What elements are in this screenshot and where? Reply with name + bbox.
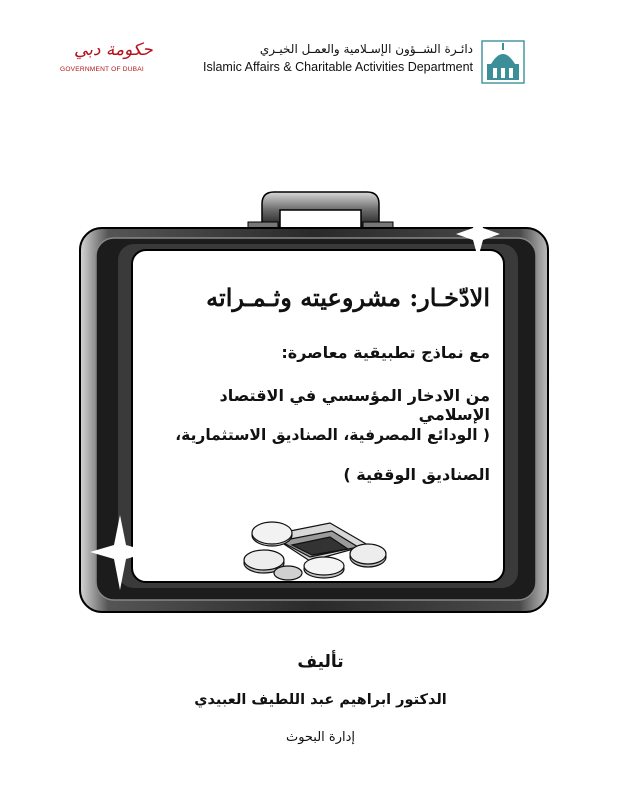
book-title: الادّخـار: مشروعيته وثـمـراته xyxy=(206,283,490,312)
book-subtitle: مع نماذج تطبيقية معاصرة: xyxy=(281,343,490,362)
book-subtitle-line: الصناديق الوقفية ) xyxy=(343,465,490,484)
author-department: إدارة البحوث xyxy=(285,730,356,745)
author-name: الدكتور ابراهيم عبد اللطيف العبيدي xyxy=(194,692,447,708)
department-name-english: Islamic Affairs & Charitable Activities Department xyxy=(202,60,473,74)
coins-and-banknotes-icon xyxy=(240,505,390,585)
author-label: تأليف xyxy=(297,652,344,672)
book-subtitle-line: من الادخار المؤسسي في الاقتصاد الإسلامي xyxy=(219,386,490,424)
government-name-arabic: حكومة دبي xyxy=(74,40,153,60)
government-name-english: GOVERNMENT OF DUBAI xyxy=(60,66,144,73)
book-subtitle-line: ( الودائع المصرفية، الصناديق الاستثمارية، xyxy=(175,426,490,444)
briefcase-handle xyxy=(248,192,393,232)
department-name-arabic: دائـرة الشــؤون الإسـلامية والعمـل الخيـري xyxy=(259,42,473,56)
